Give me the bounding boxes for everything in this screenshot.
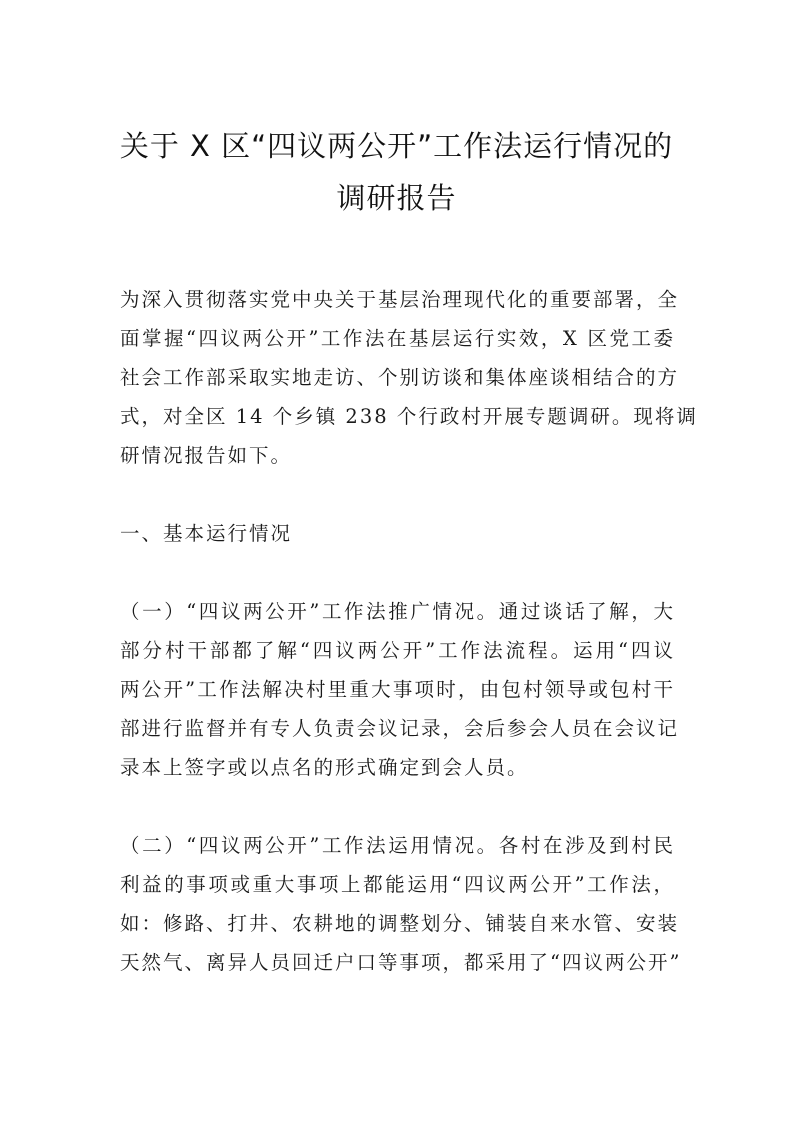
title-line-2: 调研报告 — [336, 181, 457, 215]
document-body — [120, 280, 698, 1021]
paragraph-line: 式，对全区 14 个乡镇 238 个行政村开展专题调研。现将调 — [120, 405, 698, 428]
paragraph-line: （一）“四议两公开”工作法推广情况。通过谈话了解，大 — [120, 600, 675, 623]
title-line-1: 关于 X 区“四议两公开”工作法运行情况的 — [119, 129, 674, 163]
subsection-1-paragraph — [120, 592, 680, 787]
paragraph-line: （二）“四议两公开”工作法运用情况。各村在涉及到村民 — [120, 834, 675, 857]
paragraph-line: 天然气、离异人员回迁户口等事项，都采用了“四议两公开” — [120, 951, 682, 974]
intro-paragraph — [120, 280, 698, 475]
paragraph-line: 社会工作部采取实地走访、个别访谈和集体座谈相结合的方 — [120, 366, 680, 389]
document-title — [100, 120, 693, 224]
paragraph-line: 部分村干部都了解“四议两公开”工作法流程。运用“四议 — [120, 639, 675, 662]
paragraph-line: 面掌握“四议两公开”工作法在基层运行实效，X 区党工委 — [120, 327, 675, 350]
paragraph-line: 为深入贯彻落实党中央关于基层治理现代化的重要部署，全 — [120, 288, 680, 311]
section-heading — [120, 514, 675, 553]
paragraph-line: 部进行监督并有专人负责会议记录，会后参会人员在会议记 — [120, 717, 680, 740]
heading-line: 一、基本运行情况 — [120, 522, 293, 545]
paragraph-line: 利益的事项或重大事项上都能运用“四议两公开”工作法， — [120, 873, 675, 896]
paragraph-line: 研情况报告如下。 — [120, 444, 293, 467]
paragraph-line: 如：修路、打井、农耕地的调整划分、铺装自来水管、安装 — [120, 912, 680, 935]
paragraph-line: 两公开”工作法解决村里重大事项时，由包村领导或包村干 — [120, 678, 675, 701]
subsection-2-paragraph — [120, 826, 682, 982]
paragraph-line: 录本上签字或以点名的形式确定到会人员。 — [120, 756, 529, 779]
